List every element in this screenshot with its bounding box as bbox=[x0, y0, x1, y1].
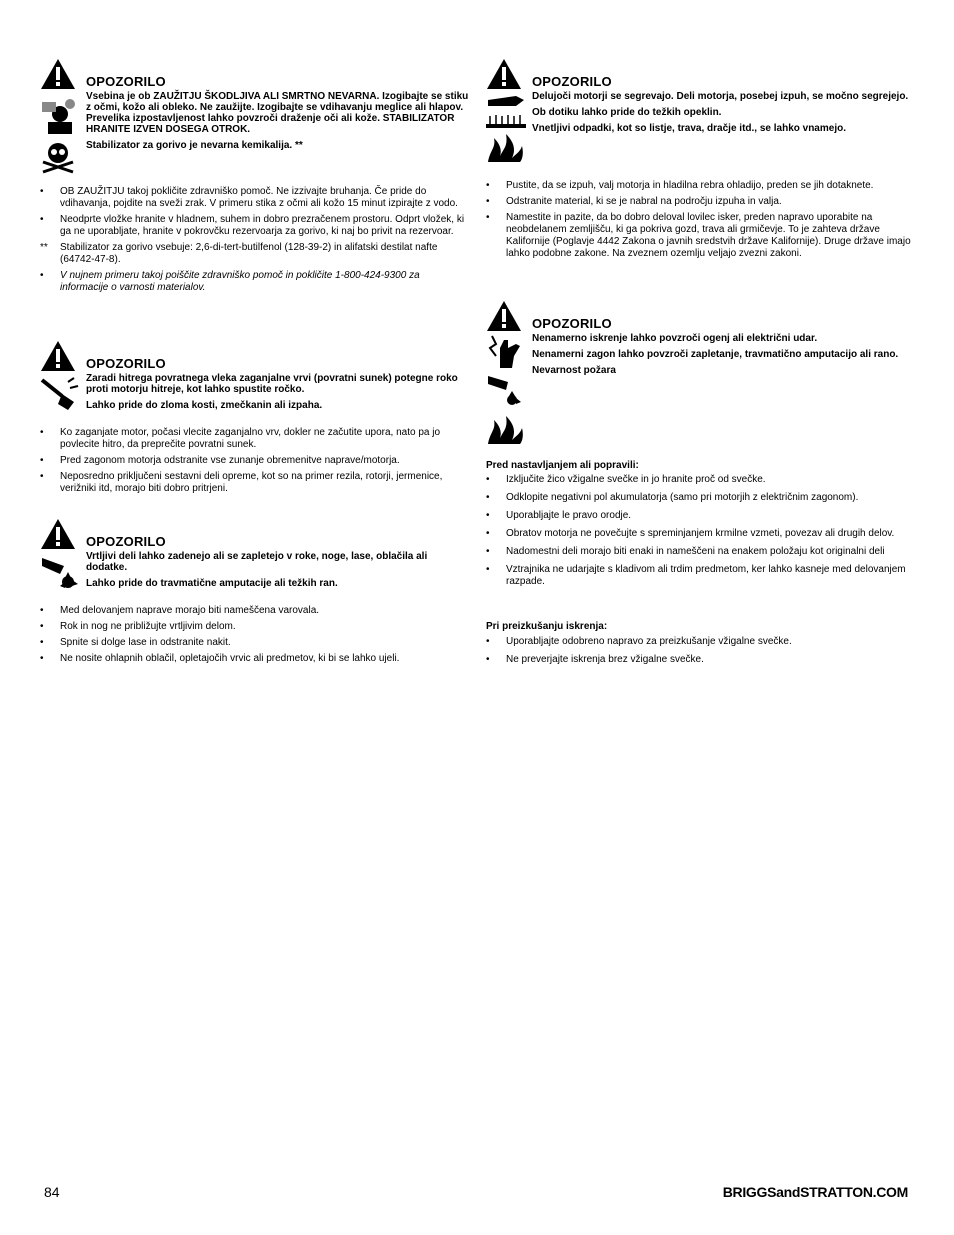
fire-icon bbox=[486, 414, 526, 446]
list-item: • Odklopite negativni pol akumulatorja (samo pri motorjih z električnim zagonom). bbox=[486, 492, 859, 503]
list-item: • Uporabljajte odobreno napravo za preizkušanje vžigalne svečke. bbox=[486, 636, 792, 647]
list-item: • Uporabljajte le pravo orodje. bbox=[486, 510, 632, 521]
warning-text: Nenamerni zagon lahko povzroči zapletanje, travmatično amputacijo ali rano. bbox=[532, 349, 899, 360]
warning-text: Zaradi hitrega povratnega vleka zaganjalne vrvi (povratni sunek) potegne roko proti motorju hitreje, kot lahko spustite ročko. bbox=[86, 373, 458, 395]
bullet-list bbox=[40, 427, 470, 499]
warning-header bbox=[532, 316, 916, 381]
warning-title: OPOZORILO bbox=[86, 356, 166, 371]
list-item: • Namestite in pazite, da bo dobro deloval lovilec isker, preden napravo uporabite na neobdelanem zemljišču, ki ga pokriva gozd, trava ali grmičevje. To je zahteva države Kalifornije (Poglavje 4442 Zakona o javnih sredstvih države Kalifornije). Druge države imajo lahko podobne zakone. Na zveznem ozemlju veljajo zvezni zakoni. bbox=[486, 212, 911, 259]
warning-triangle-icon bbox=[40, 518, 76, 550]
warning-triangle-icon bbox=[486, 300, 522, 332]
section-subheading: Pri preizkušanju iskrenja: bbox=[486, 621, 608, 632]
list-item: • Vztrajnika ne udarjajte s kladivom ali trdim predmetom, ker lahko kasneje med delovanjem razpade. bbox=[486, 564, 906, 587]
list-item: • Med delovanjem naprave morajo biti nameščena varovala. bbox=[40, 605, 320, 616]
warning-title: OPOZORILO bbox=[532, 74, 612, 89]
list-item: ** Stabilizator za gorivo vsebuje: 2,6-di-tert-butilfenol (128-39-2) in alifatski destilat nafte (64742-47-8). bbox=[40, 242, 438, 265]
list-item: • Nadomestni deli morajo biti enaki in nameščeni na enakem položaju kot originalni deli bbox=[486, 546, 885, 557]
bullet-list bbox=[486, 180, 916, 264]
entanglement-icon bbox=[486, 372, 526, 408]
protective-gear-icon bbox=[40, 96, 80, 136]
hot-surface-hand-icon bbox=[486, 92, 526, 112]
list-item: • Pred zagonom motorja odstranite vse zunanje obremenitve naprave/motorja. bbox=[40, 455, 400, 466]
warning-title: OPOZORILO bbox=[86, 534, 166, 549]
list-item: • Pustite, da se izpuh, valj motorja in hladilna rebra ohladijo, preden se jih dotaknete. bbox=[486, 180, 874, 191]
icon-stack bbox=[486, 300, 526, 446]
list-item: • Spnite si dolge lase in odstranite nakit. bbox=[40, 637, 231, 648]
list-item: • Neposredno priključeni sestavni deli opreme, kot so na primer rezila, rotorji, jermenice, verižniki itd, morajo biti dobro pritrjeni. bbox=[40, 471, 443, 494]
icon-stack bbox=[486, 58, 526, 164]
list-item: • OB ZAUŽITJU takoj pokličite zdravniško pomoč. Ne izzivajte bruhanja. Če pride do vdihavanja, pojdite na sveži zrak. V primeru stika z očmi ali kožo 15 minut izpirajte z vodo. bbox=[40, 186, 458, 209]
warning-text: Vsebina je ob ZAUŽITJU ŠKODLJIVA ALI SMRTNO NEVARNA. Izogibajte se stiku z očmi, kožo ali obleko. Ne zaužijte. Izogibajte se vdihavanju meglice ali hlapov. Prevelika izpostavljenost lahko povzroči draženje oči ali kože. STABILIZATOR HRANITE IZVEN DOSEGA OTROK. bbox=[86, 91, 469, 135]
warning-text: Stabilizator za gorivo je nevarna kemikalija. ** bbox=[86, 140, 303, 151]
rotating-parts-hand-icon bbox=[40, 552, 80, 592]
warning-text: Nenamerno iskrenje lahko povzroči ogenj ali električni udar. bbox=[532, 333, 818, 344]
fire-icon bbox=[486, 132, 526, 164]
list-item: • Rok in nog ne približujte vrtljivim delom. bbox=[40, 621, 236, 632]
list-item: • Ko zaganjate motor, počasi vlecite zaganjalno vrv, dokler ne začutite upora, nato pa jo povlecite hitro, da preprečite povratni sunek. bbox=[40, 427, 441, 450]
kickback-hand-icon bbox=[40, 376, 80, 412]
list-item: • Obratov motorja ne povečujte s spreminjanjem krmilne vzmeti, povezav ali drugih delov. bbox=[486, 528, 895, 539]
bullet-list bbox=[40, 186, 470, 298]
list-item: • Neodprte vložke hranite v hladnem, suhem in dobro prezračenem prostoru. Odprt vložek, ki ga ne uporabljate, hranite v pokrovčku rezervoarja za gorivo, ki naj bo privit na rezervoar. bbox=[40, 214, 465, 237]
list-item: • Ne nosite ohlapnih oblačil, opletajočih vrvic ali predmetov, ki bi se lahko ujeli. bbox=[40, 653, 400, 664]
electric-shock-hand-icon bbox=[486, 334, 526, 370]
warning-text: Lahko pride do zloma kosti, zmečkanin ali izpaha. bbox=[86, 400, 323, 411]
list-item: • Ne preverjajte iskrenja brez vžigalne svečke. bbox=[486, 654, 704, 665]
list-item: • Odstranite material, ki se je nabral na področju izpuha in valja. bbox=[486, 196, 782, 207]
bullet-list bbox=[486, 474, 916, 594]
icon-stack bbox=[40, 518, 80, 592]
icon-stack bbox=[40, 340, 80, 412]
page-number: 84 bbox=[44, 1184, 60, 1200]
warning-text: Delujoči motorji se segrevajo. Deli motorja, posebej izpuh, se močno segrejejo. bbox=[532, 91, 909, 102]
warning-header bbox=[532, 74, 916, 139]
warning-header bbox=[86, 356, 470, 416]
heat-waves-icon bbox=[486, 114, 526, 128]
list-item: • V nujnem primeru takoj poiščite zdravniško pomoč in pokličite 1-800-424-9300 za informacije o varnosti materialov. bbox=[40, 270, 420, 293]
warning-text: Vrtljivi deli lahko zadenejo ali se zapletejo v roke, noge, lase, oblačila ali dodatke. bbox=[86, 551, 428, 573]
icon-stack bbox=[40, 58, 80, 174]
skull-crossbones-icon bbox=[40, 138, 76, 174]
warning-triangle-icon bbox=[486, 58, 522, 90]
section-subheading: Pred nastavljanjem ali popravili: bbox=[486, 460, 639, 471]
warning-triangle-icon bbox=[40, 58, 76, 90]
website-link: BRIGGSandSTRATTON.COM bbox=[722, 1184, 908, 1200]
warning-header bbox=[86, 74, 470, 156]
warning-triangle-icon bbox=[40, 340, 76, 372]
warning-text: Lahko pride do travmatične amputacije ali težkih ran. bbox=[86, 578, 338, 589]
list-item: • Izključite žico vžigalne svečke in jo hranite proč od svečke. bbox=[486, 474, 766, 485]
warning-text: Ob dotiku lahko pride do težkih opeklin. bbox=[532, 107, 722, 118]
bullet-list bbox=[486, 636, 916, 672]
warning-title: OPOZORILO bbox=[86, 74, 166, 89]
warning-header bbox=[86, 534, 470, 594]
warning-text: Nevarnost požara bbox=[532, 365, 616, 376]
bullet-list bbox=[40, 605, 470, 669]
warning-text: Vnetljivi odpadki, kot so listje, trava, dračje itd., se lahko vnamejo. bbox=[532, 123, 846, 134]
warning-title: OPOZORILO bbox=[532, 316, 612, 331]
